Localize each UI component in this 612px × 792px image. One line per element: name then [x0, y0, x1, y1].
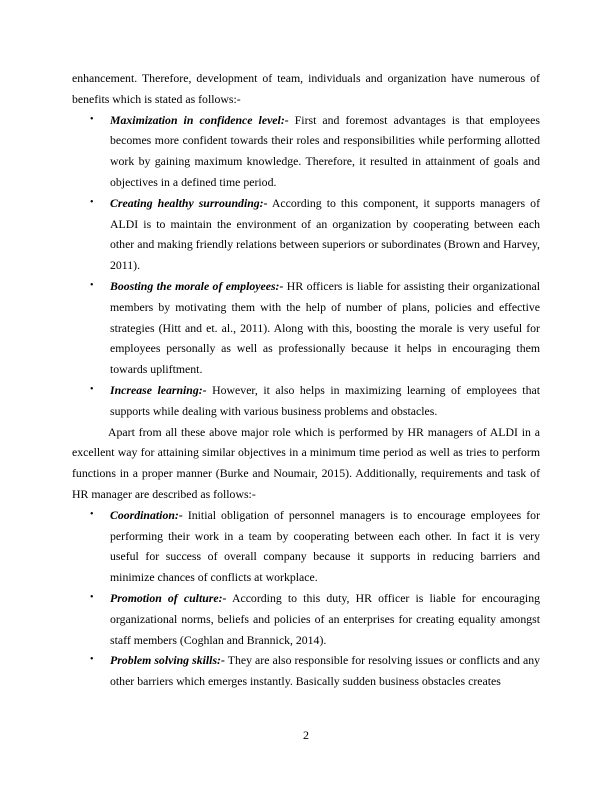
- bullet-icon: •: [90, 383, 94, 395]
- list-item: [72, 650, 540, 692]
- list-item-text: According to this duty, HR officer is liable for encouraging organizational norms, beliefs and policies of an enterprises for creating equality amongst staff members (Coghlan and Brannick, 2014).: [110, 590, 541, 647]
- list-item: [72, 505, 540, 588]
- list-item-text: Initial obligation of personnel managers is to encourage employees for performing their work in a team by cooperating between each other. In fact it is very useful for success of overall company because it supports in reducing barriers and minimize chances of conflicts at workplace.: [110, 507, 540, 585]
- list-item-term: Coordination:-: [110, 507, 183, 522]
- list-item-text: They are also responsible for resolving issues or conflicts and any other barriers which emerges instantly. Basically sudden business obstacles creates: [110, 653, 540, 689]
- list-item: [72, 380, 540, 422]
- bullet-icon: •: [90, 508, 94, 520]
- list-item-term: Creating healthy surrounding:-: [110, 195, 268, 210]
- list-item-term: Problem solving skills:-: [110, 653, 225, 668]
- tasks-list: [72, 505, 540, 692]
- list-item-term: Maximization in confidence level:-: [110, 112, 289, 127]
- bullet-icon: •: [90, 279, 94, 291]
- list-item-term: Promotion of culture:-: [110, 590, 227, 605]
- list-item: [72, 588, 540, 650]
- list-item-text: HR officers is liable for assisting their organizational members by motivating them with the help of number of plans, policies and effective strategies (Hitt and et. al., 2011). Along with this, boosting the morale is very useful for employees personally as well as professionally because it helps in encouraging them towards upliftment.: [110, 278, 540, 377]
- list-item-term: Increase learning:-: [110, 382, 207, 397]
- list-item-text: According to this component, it supports managers of ALDI is to maintain the environment of an organization by cooperating between each other and making friendly relations between superiors or subordinates (Brown and Harvey, 2011).: [110, 195, 540, 273]
- bullet-icon: •: [90, 591, 94, 603]
- list-item: [72, 193, 540, 276]
- list-item-text: However, it also helps in maximizing learning of employees that supports while dealing with various business problems and obstacles.: [110, 382, 540, 418]
- list-item-text: First and foremost advantages is that employees becomes more confident towards their roles and responsibilities while performing allotted work by gaining maximum knowledge. Therefore, it resulted in attainment of goals and objectives in a defined time period.: [110, 112, 540, 189]
- hr-role-paragraph: Apart from all these above major role which is performed by HR managers of ALDI in a excellent way for attaining similar objectives in a minimum time period as well as tries to perform functions in a proper manner (Burke and Noumair, 2015). Additionally, requirements and task of HR manager are described as follows:-: [72, 424, 540, 501]
- benefits-list: [72, 110, 540, 422]
- list-item: [72, 110, 540, 193]
- intro-paragraph: enhancement. Therefore, development of team, individuals and organization have numerous of benefits which is stated as follows:-: [72, 71, 540, 106]
- page-number: 2: [303, 728, 309, 742]
- body-text: [72, 68, 540, 692]
- bullet-icon: •: [90, 654, 94, 666]
- list-item: [72, 276, 540, 380]
- bullet-icon: •: [90, 196, 94, 208]
- list-item-term: Boosting the morale of employees:-: [110, 278, 284, 293]
- bullet-icon: •: [90, 113, 94, 125]
